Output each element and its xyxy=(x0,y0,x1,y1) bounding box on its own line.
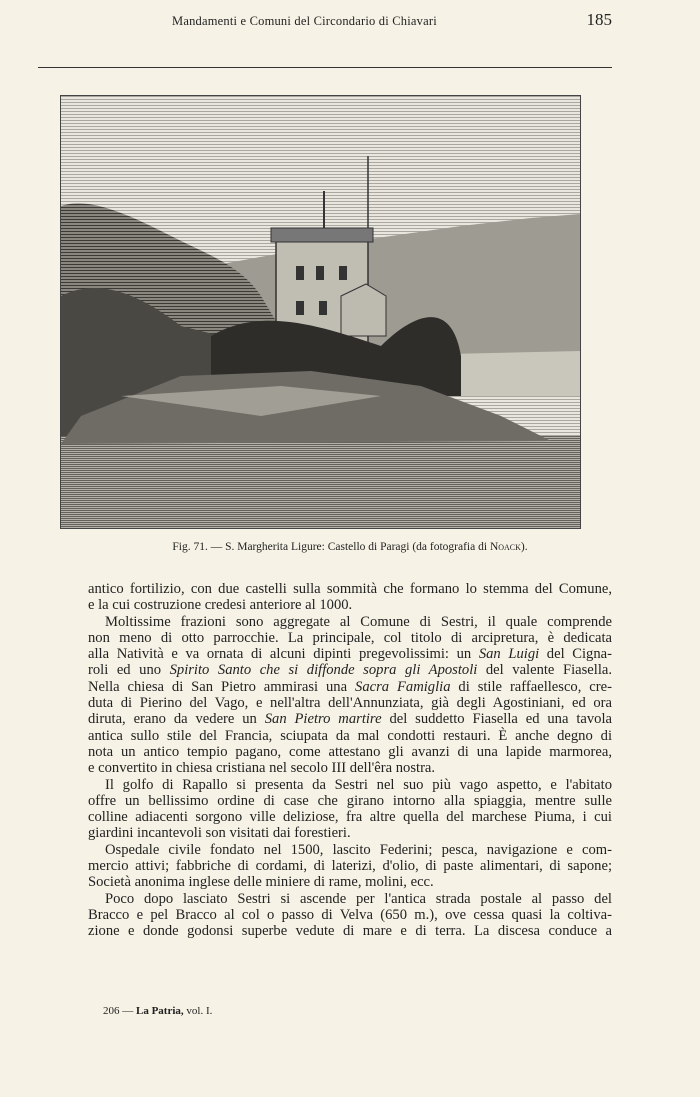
page-number: 185 xyxy=(586,10,612,29)
italic-title: Spirito Santo che si diffonde sopra gli Apostoli xyxy=(169,662,478,679)
text-line xyxy=(88,662,612,678)
text-line xyxy=(88,858,612,874)
caption-suffix: ). xyxy=(520,541,528,553)
text-segment: duta di Pierino del Vago, e nell'altra dell'Annunziata, già degli Agostiniani, ed ora xyxy=(88,695,612,712)
caption-credit: Noack xyxy=(489,541,521,553)
text-segment: del Cigna- xyxy=(539,646,612,663)
text-line xyxy=(88,923,612,939)
text-line xyxy=(88,614,612,630)
text-segment: Società anonima inglese delle miniere di rame, molini, ecc. xyxy=(88,874,434,891)
header-rule xyxy=(38,67,612,68)
text-segment: offre un bellissimo ordine di case che girano intorno alla spiaggia, mentre sulle xyxy=(88,792,612,809)
text-line xyxy=(88,793,612,809)
text-line xyxy=(88,728,612,744)
text-segment: zione e donde godonsi superbe vedute di mare e di terra. La discesa conduce a xyxy=(88,923,612,940)
italic-title: Sacra Famiglia xyxy=(355,678,451,695)
text-segment: Il golfo di Rapallo si presenta da Sestri nel suo più vago aspetto, e l'abitato xyxy=(105,776,612,793)
text-line xyxy=(88,679,612,695)
footer-work-title: La Patria, xyxy=(136,1005,184,1017)
engraving-illustration xyxy=(60,95,581,529)
text-line xyxy=(88,597,612,613)
text-segment: del suddetto Fiasella ed una tavola xyxy=(381,711,612,728)
text-segment: diruta, erano da vedere un xyxy=(88,711,265,728)
text-segment: antica sullo stile del Francia, sciupata da mal condotti restauri. È anche degno di xyxy=(88,727,612,744)
running-title: Mandamenti e Comuni del Circondario di Chiavari xyxy=(172,14,437,28)
text-line xyxy=(88,581,612,597)
text-segment: antico fortilizio, con due castelli sulla sommità che formano lo stemma del Comune, xyxy=(88,581,612,597)
text-segment: del valente Fiasella. xyxy=(477,662,612,679)
text-segment: e la cui costruzione credesi anteriore al 1000. xyxy=(88,597,353,614)
page-footer xyxy=(103,1005,212,1017)
text-line xyxy=(88,695,612,711)
caption-text: Fig. 71. — S. Margherita Ligure: Castello di Paragi (da fotografia di xyxy=(172,541,490,553)
text-segment: roli ed uno xyxy=(88,662,170,679)
text-segment: di stile raffaellesco, cre- xyxy=(450,678,612,695)
text-segment: Poco dopo lasciato Sestri si ascende per l'antica strada postale al passo del xyxy=(105,890,612,907)
text-segment: e convertito in chiesa cristiana nel secolo III dell'êra nostra. xyxy=(88,760,436,777)
text-line xyxy=(88,825,612,841)
castle-engraving xyxy=(61,96,580,528)
italic-title: San Pietro martire xyxy=(264,711,382,728)
signature-mark: 206 xyxy=(103,1005,120,1017)
text-line xyxy=(88,646,612,662)
text-line xyxy=(88,809,612,825)
text-segment: Nella chiesa di San Pietro ammirasi una xyxy=(88,678,356,695)
text-line xyxy=(88,891,612,907)
text-line xyxy=(88,874,612,890)
text-segment: alla Natività e va ornata di alcuni dipinti pregevolissimi: un xyxy=(88,646,479,663)
text-line xyxy=(88,744,612,760)
text-line xyxy=(88,630,612,646)
footer-dash: — xyxy=(119,1005,136,1017)
text-segment: Moltissime frazioni sono aggregate al Comune di Sestri, il quale comprende xyxy=(105,613,612,630)
text-segment: giardini incantevoli son visitati dai forestieri. xyxy=(88,825,351,842)
text-line xyxy=(88,760,612,776)
text-line xyxy=(88,907,612,923)
text-segment: non meno di otto parrocchie. La principale, col titolo di arcipretura, è dedicata xyxy=(88,629,612,646)
text-segment: colline adiacenti sorgono ville deliziose, fra altre quella del marchese Piuma, i cui xyxy=(88,809,612,826)
running-header xyxy=(88,10,612,32)
italic-title: San Luigi xyxy=(478,646,540,663)
text-segment: Bracco e pel Bracco al col o passo di Velva (650 m.), ove cessa quasi la coltiva- xyxy=(88,906,612,923)
text-line xyxy=(88,711,612,727)
text-segment: mercio attivi; fabbriche di cordami, di laterizi, d'olio, di paste alimentari, di sapone; xyxy=(88,858,612,875)
figure-caption xyxy=(0,541,700,553)
text-segment: nota un antico tempio pagano, come attestano gli avanzi di una lapide marmorea, xyxy=(88,743,612,760)
text-segment: Ospedale civile fondato nel 1500, lascito Federini; pesca, navigazione e com- xyxy=(105,841,612,858)
text-line xyxy=(88,842,612,858)
footer-volume: vol. I. xyxy=(183,1005,213,1017)
body-text xyxy=(88,581,612,940)
text-line xyxy=(88,777,612,793)
